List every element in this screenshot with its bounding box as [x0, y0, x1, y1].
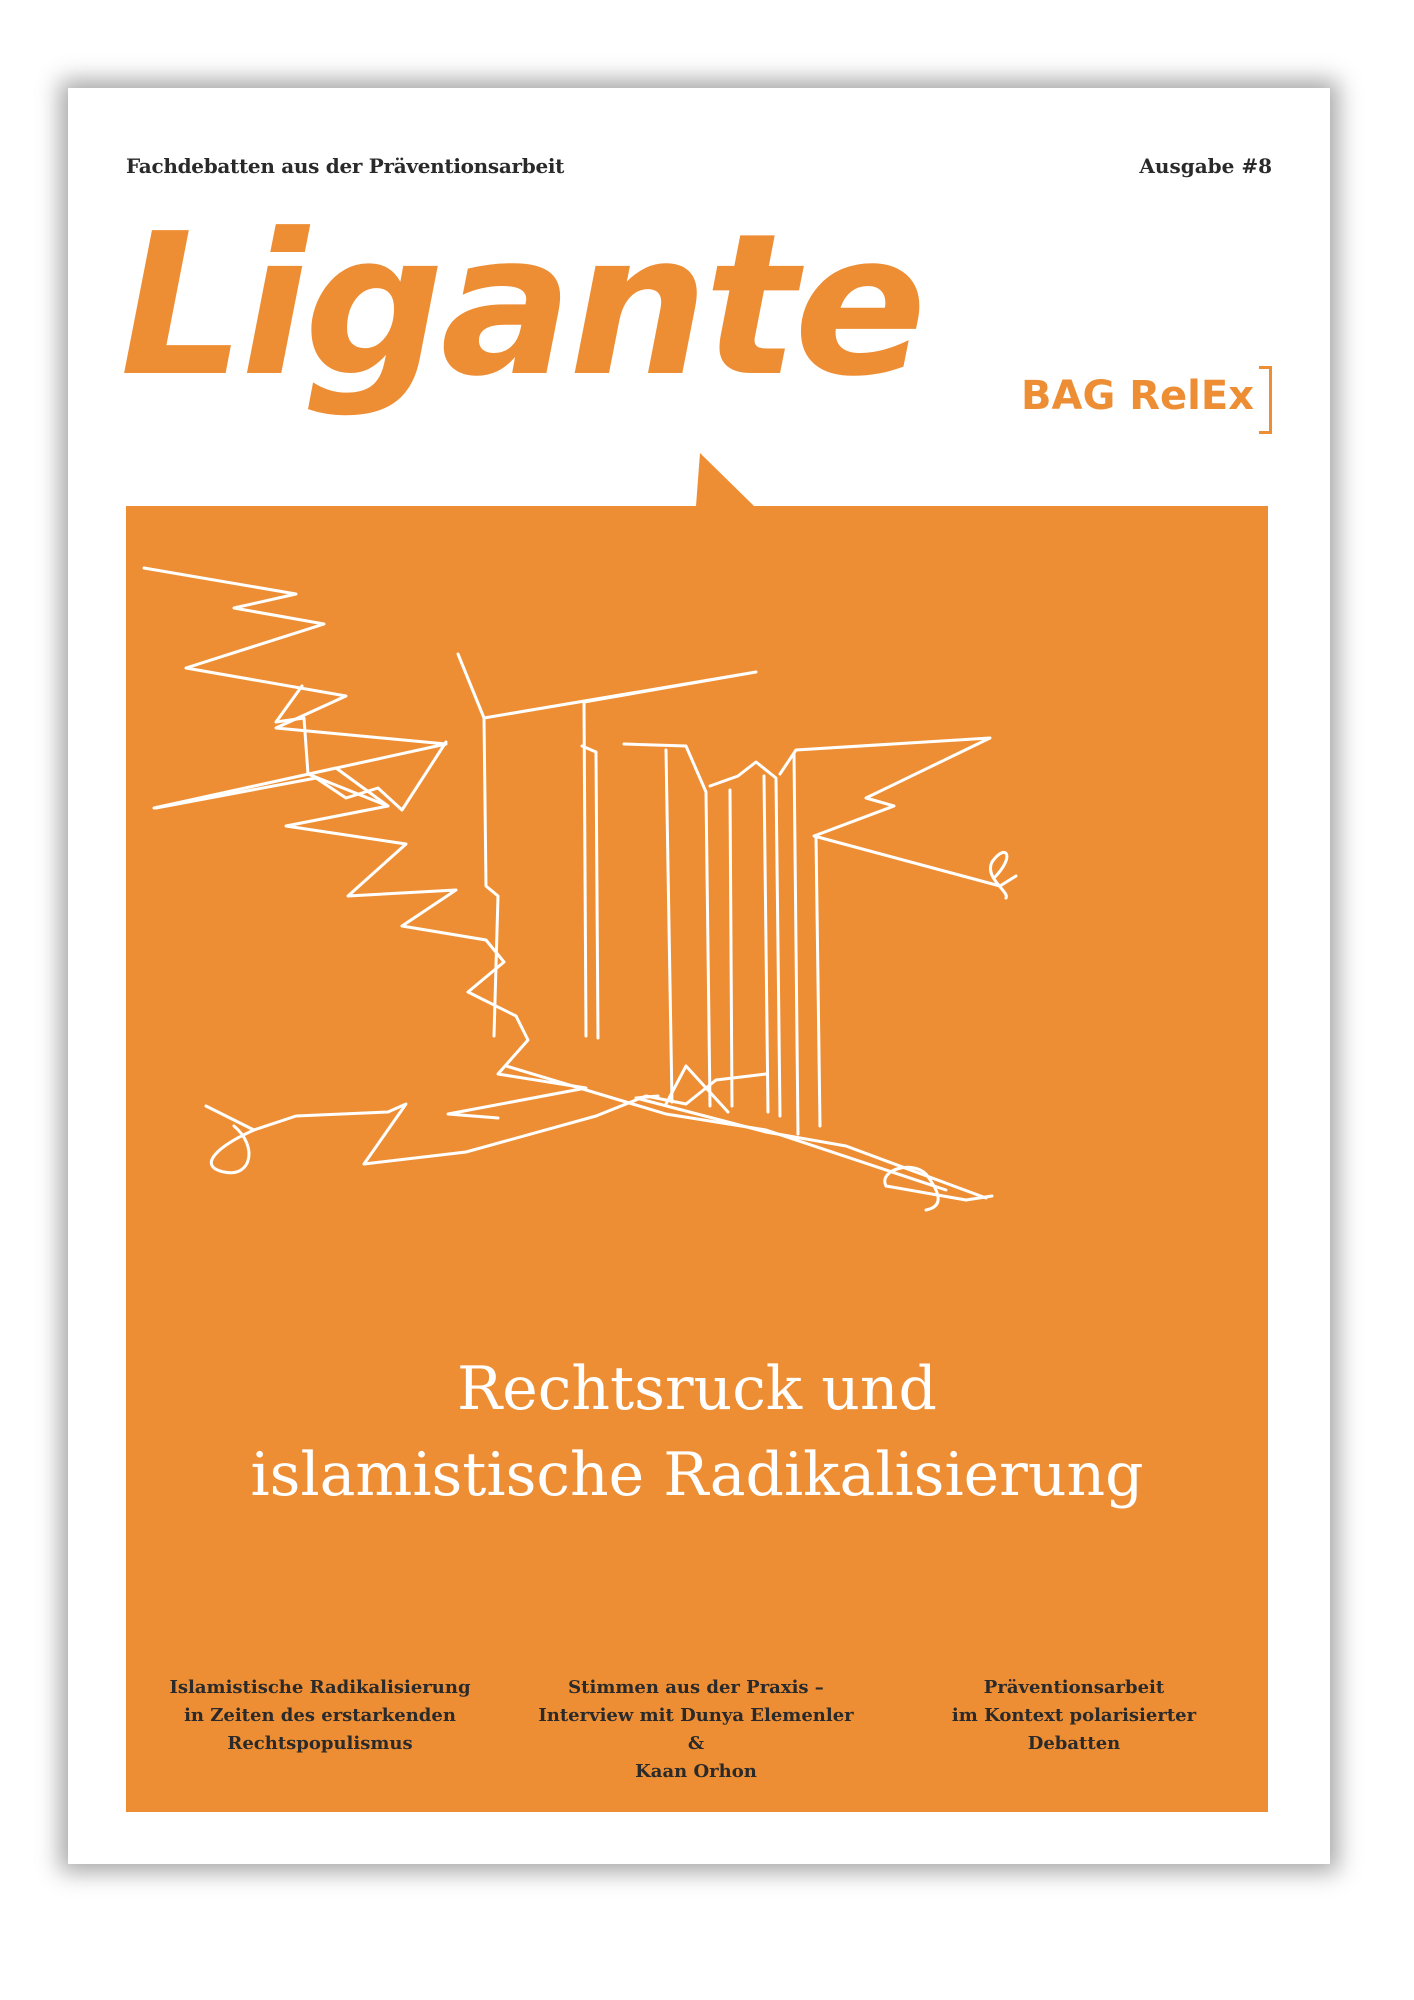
- teaser-3-line-2: im Kontext polarisierter: [951, 1705, 1197, 1726]
- teaser-1-line-3: Rechtspopulismus: [227, 1733, 413, 1754]
- cover-tagline: Fachdebatten aus der Präventionsarbeit: [126, 154, 565, 178]
- teaser-2-line-3: Kaan Orhon: [635, 1761, 757, 1782]
- teaser-1-line-1: Islamistische Radikalisierung: [169, 1677, 471, 1698]
- teaser-2-line-2: Interview mit Dunya Elemenler &: [538, 1705, 854, 1754]
- magazine-cover: [68, 88, 1330, 1864]
- teaser-1-line-2: in Zeiten des erstarkenden: [184, 1705, 456, 1726]
- cover-headline: [126, 1346, 1268, 1518]
- headline-line-1: Rechtsruck und: [457, 1354, 937, 1424]
- bracket-icon: [1259, 366, 1272, 434]
- teaser-2: [536, 1674, 856, 1786]
- teaser-3-line-3: Debatten: [1027, 1733, 1121, 1754]
- teaser-3-line-1: Präventionsarbeit: [983, 1677, 1165, 1698]
- teaser-3: [914, 1674, 1234, 1758]
- magazine-logo: Ligante: [120, 192, 923, 420]
- teaser-2-line-1: Stimmen aus der Praxis –: [568, 1677, 824, 1698]
- cover-panel: [126, 506, 1268, 1812]
- publisher-name: BAG RelEx: [1021, 373, 1254, 419]
- headline-line-2: islamistische Radikalisierung: [250, 1440, 1144, 1510]
- cracked-ground-illustration: [126, 506, 1268, 1366]
- issue-number: Ausgabe #8: [1139, 154, 1272, 178]
- teaser-1: [160, 1674, 480, 1758]
